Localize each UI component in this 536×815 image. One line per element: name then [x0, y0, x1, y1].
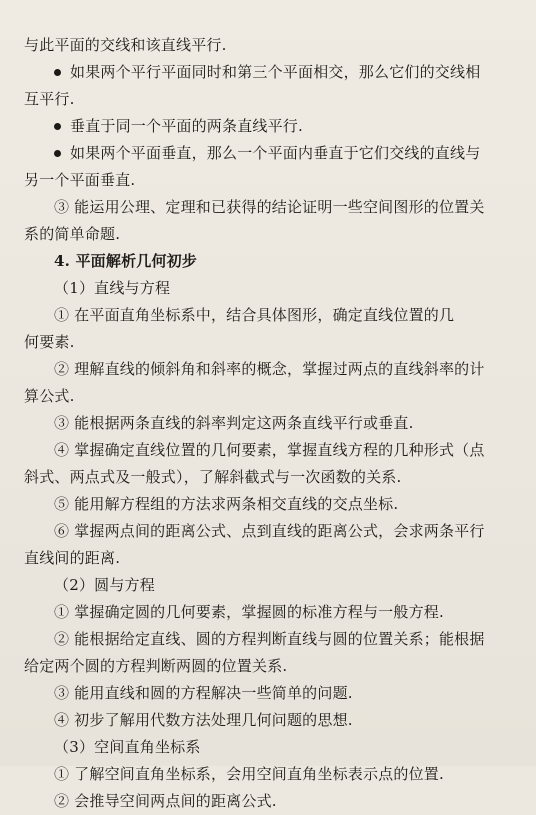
subsection-heading: （3）空间直角坐标系	[54, 738, 201, 756]
bullet-line	[24, 59, 514, 86]
text-line: 给定两个圆的方程判断两圆的位置关系.	[24, 657, 288, 675]
bullet-icon	[54, 150, 61, 157]
text-line: 何要素.	[24, 333, 75, 351]
bullet-text: 如果两个平行平面同时和第三个平面相交，那么它们的交线相	[70, 63, 481, 81]
bullet-text: 如果两个平面垂直，那么一个平面内垂直于它们交线的直线与	[70, 144, 481, 162]
subsection-heading: （1）直线与方程	[54, 279, 171, 297]
text-line: 互平行.	[24, 90, 75, 108]
text-line: 与此平面的交线和该直线平行.	[24, 36, 227, 54]
subsection-heading: （2）圆与方程	[54, 576, 155, 594]
text-line: ② 会推导空间两点间的距离公式.	[54, 792, 277, 810]
bullet-icon	[54, 123, 61, 130]
text-line: 算公式.	[24, 387, 75, 405]
bullet-line	[24, 113, 514, 140]
text-line: ② 能根据给定直线、圆的方程判断直线与圆的位置关系；能根据	[54, 630, 485, 648]
text-line: 直线间的距离.	[24, 549, 121, 567]
text-line: 斜式、两点式及一般式），了解斜截式与一次函数的关系.	[24, 468, 402, 486]
text-line: ⑥ 掌握两点间的距离公式、点到直线的距离公式，会求两条平行	[54, 522, 485, 540]
text-line: ③ 能用直线和圆的方程解决一些简单的问题.	[54, 684, 353, 702]
bullet-line	[24, 140, 514, 167]
text-line: ① 了解空间直角坐标系，会用空间直角坐标表示点的位置.	[54, 765, 444, 783]
text-line: ⑤ 能用解方程组的方法求两条相交直线的交点坐标.	[54, 495, 399, 513]
text-line: ③ 能根据两条直线的斜率判定这两条直线平行或垂直.	[54, 414, 414, 432]
text-line: ④ 掌握确定直线位置的几何要素，掌握直线方程的几种形式（点	[54, 441, 485, 459]
text-line: ④ 初步了解用代数方法处理几何问题的思想.	[54, 711, 353, 729]
text-line: ① 在平面直角坐标系中，结合具体图形，确定直线位置的几	[54, 306, 455, 324]
text-line: 系的简单命题.	[24, 225, 121, 243]
text-line: ② 理解直线的倾斜角和斜率的概念，掌握过两点的直线斜率的计	[54, 360, 485, 378]
text-line: ① 掌握确定圆的几何要素，掌握圆的标准方程与一般方程.	[54, 603, 444, 621]
text-line: 另一个平面垂直.	[24, 171, 136, 189]
bullet-text: 垂直于同一个平面的两条直线平行.	[70, 117, 303, 135]
text-line: ③ 能运用公理、定理和已获得的结论证明一些空间图形的位置关	[54, 198, 485, 216]
bullet-icon	[54, 69, 61, 76]
section-heading: 4. 平面解析几何初步	[54, 252, 198, 270]
